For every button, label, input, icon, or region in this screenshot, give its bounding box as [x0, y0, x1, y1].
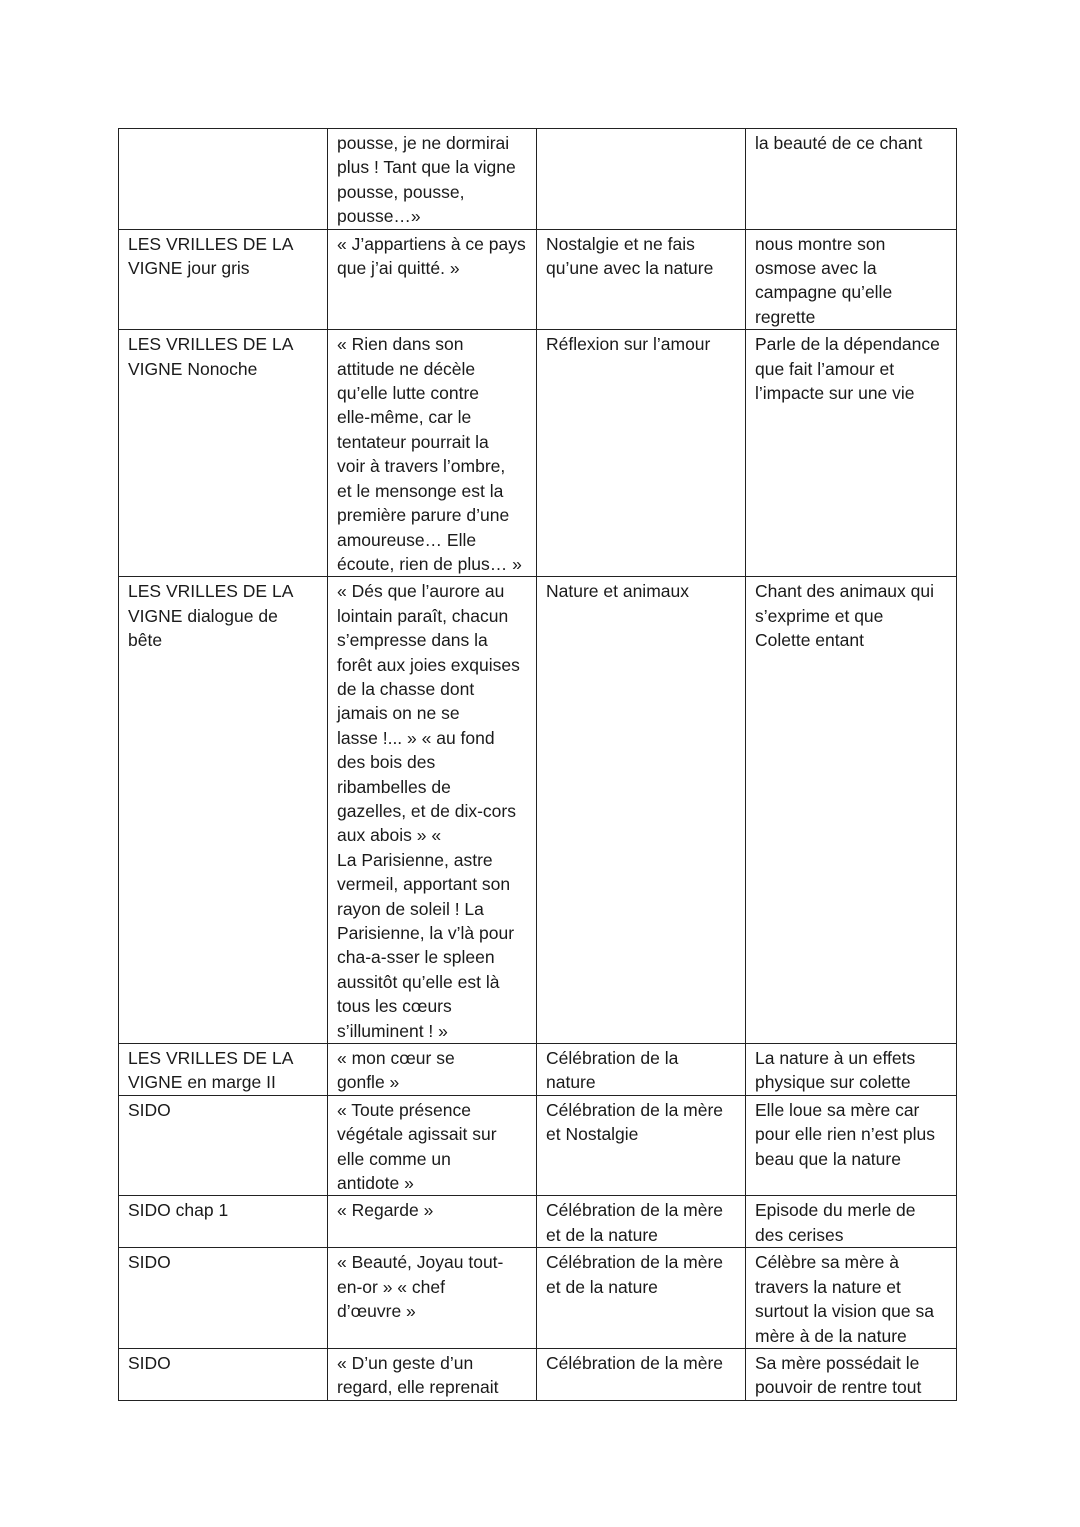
- quote-text: « Dés que l’aurore au lointain paraît, chacun s’empresse dans la forêt aux joies exquises de la chasse dont jamais on ne se lasse !... » « au fond des bois des ribambelles de gazelles, et de dix-cors aux abois » « La Parisienne, astre vermeil, apportant son rayon de soleil ! La Parisienne, la v’là pour cha-a-sser le spleen aussitôt qu’elle est là tous les cœurs s’illuminent ! »: [337, 581, 520, 1041]
- work-text: LES VRILLES DE LA VIGNE jour gris: [128, 233, 294, 279]
- table-row: [119, 577, 957, 1044]
- quote-text: « J’appartiens à ce pays que j’ai quitté. »: [337, 233, 526, 279]
- theme-text: Célébration de la mère: [546, 1352, 724, 1373]
- table-row: [119, 330, 957, 577]
- quote-cell: [328, 330, 537, 577]
- quote-cell: [328, 577, 537, 1044]
- comment-text: Chant des animaux qui s’exprime et que Colette entant: [755, 581, 934, 651]
- table-row: [119, 1196, 957, 1248]
- work-text: LES VRILLES DE LA VIGNE dialogue de bête: [128, 581, 294, 651]
- comment-cell: [746, 129, 957, 230]
- theme-cell: [537, 330, 746, 577]
- table-row: [119, 229, 957, 330]
- comment-cell: [746, 229, 957, 330]
- work-cell: [119, 1095, 328, 1196]
- quote-text: « Rien dans son attitude ne décèle qu’elle lutte contre elle-même, car le tentateur pourrait la voir à travers l’ombre, et le mensonge est la première parure d’une amoureuse… Elle écoute, rien de plus… »: [337, 334, 522, 574]
- quote-text: pousse, je ne dormirai plus ! Tant que la vigne pousse, pousse, pousse…»: [337, 133, 516, 227]
- theme-cell: [537, 1044, 746, 1096]
- work-cell: [119, 229, 328, 330]
- work-text: SIDO: [128, 1252, 171, 1273]
- comment-cell: [746, 1044, 957, 1096]
- theme-text: Célébration de la nature: [546, 1048, 679, 1093]
- comment-text: La nature à un effets physique sur colette: [755, 1048, 916, 1093]
- work-text: SIDO: [128, 1352, 171, 1373]
- quote-text: « D’un geste d’un regard, elle reprenait: [337, 1352, 499, 1398]
- work-text: SIDO: [128, 1099, 171, 1120]
- comment-text: Parle de la dépendance que fait l’amour et l’impacte sur une vie: [755, 334, 940, 404]
- theme-text: Nostalgie et ne fais qu’une avec la nature: [546, 233, 714, 279]
- table-row: [119, 1248, 957, 1349]
- comment-text: Elle loue sa mère car pour elle rien n’est plus beau que la nature: [755, 1099, 935, 1169]
- quote-text: « Beauté, Joyau tout- en-or » « chef d’œuvre »: [337, 1252, 504, 1322]
- work-text: LES VRILLES DE LA VIGNE en marge II: [128, 1048, 294, 1093]
- comment-text: nous montre son osmose avec la campagne qu’elle regrette: [755, 233, 893, 327]
- quote-text: « Toute présence végétale agissait sur elle comme un antidote »: [337, 1099, 497, 1194]
- table-row: [119, 129, 957, 230]
- comment-cell: [746, 1196, 957, 1248]
- theme-text: Nature et animaux: [546, 581, 689, 602]
- theme-cell: [537, 1348, 746, 1400]
- theme-cell: [537, 577, 746, 1044]
- work-cell: [119, 1044, 328, 1096]
- quote-cell: [328, 1248, 537, 1349]
- quote-cell: [328, 129, 537, 230]
- theme-cell: [537, 129, 746, 230]
- work-text: SIDO chap 1: [128, 1200, 229, 1221]
- theme-text: Célébration de la mère et de la nature: [546, 1200, 724, 1245]
- work-text: LES VRILLES DE LA VIGNE Nonoche: [128, 334, 294, 379]
- work-cell: [119, 330, 328, 577]
- quote-text: « Regarde »: [337, 1200, 434, 1221]
- theme-cell: [537, 229, 746, 330]
- work-cell: [119, 1348, 328, 1400]
- comment-text: la beauté de ce chant: [755, 133, 923, 153]
- work-cell: [119, 1196, 328, 1248]
- table-row: [119, 1348, 957, 1400]
- work-cell: [119, 577, 328, 1044]
- work-cell: [119, 1248, 328, 1349]
- quote-text: « mon cœur se gonfle »: [337, 1048, 455, 1093]
- theme-cell: [537, 1248, 746, 1349]
- analysis-table: [118, 128, 957, 1401]
- comment-text: Sa mère possédait le pouvoir de rentre tout: [755, 1352, 922, 1398]
- comment-cell: [746, 1248, 957, 1349]
- quote-cell: [328, 1095, 537, 1196]
- work-cell: [119, 129, 328, 230]
- theme-cell: [537, 1095, 746, 1196]
- theme-text: Célébration de la mère et de la nature: [546, 1252, 724, 1297]
- comment-cell: [746, 1348, 957, 1400]
- quote-cell: [328, 229, 537, 330]
- quote-cell: [328, 1196, 537, 1248]
- quote-cell: [328, 1044, 537, 1096]
- comment-cell: [746, 577, 957, 1044]
- comment-cell: [746, 1095, 957, 1196]
- table-row: [119, 1044, 957, 1096]
- theme-cell: [537, 1196, 746, 1248]
- comment-text: Episode du merle de des cerises: [755, 1200, 916, 1245]
- quote-cell: [328, 1348, 537, 1400]
- comment-cell: [746, 330, 957, 577]
- table-row: [119, 1095, 957, 1196]
- theme-text: Réflexion sur l’amour: [546, 334, 711, 355]
- comment-text: Célèbre sa mère à travers la nature et surtout la vision que sa mère à de la nature: [755, 1252, 934, 1346]
- theme-text: Célébration de la mère et Nostalgie: [546, 1099, 724, 1145]
